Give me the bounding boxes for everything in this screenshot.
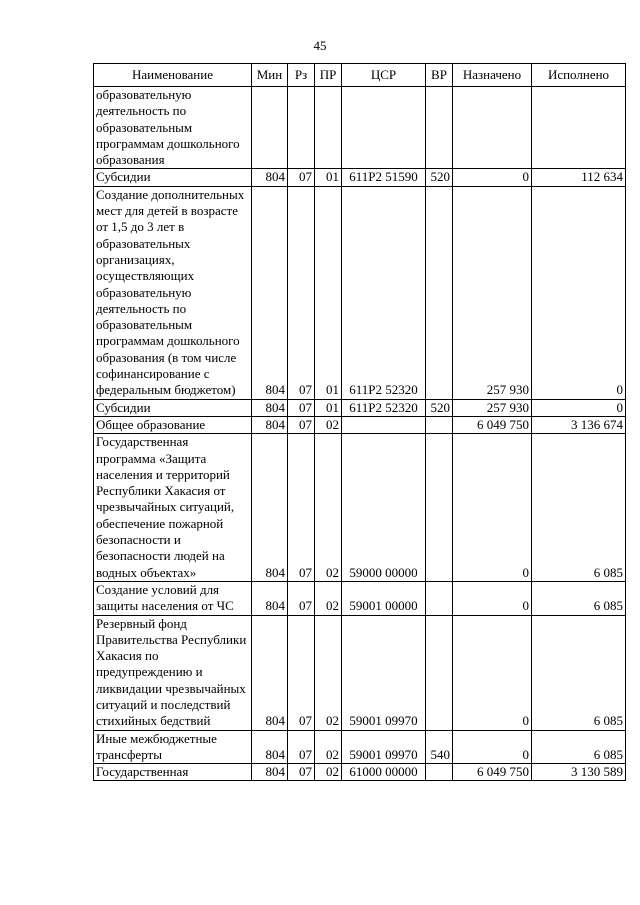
cell-min: 804 bbox=[252, 581, 288, 615]
cell-pr: 01 bbox=[315, 399, 342, 416]
cell-vr bbox=[426, 434, 453, 582]
budget-table bbox=[93, 63, 626, 781]
cell-pr: 02 bbox=[315, 434, 342, 582]
cell-min bbox=[252, 87, 288, 169]
cell-min: 804 bbox=[252, 416, 288, 433]
cell-rz: 07 bbox=[288, 730, 315, 764]
table-row bbox=[94, 186, 626, 399]
cell-executed: 0 bbox=[532, 399, 626, 416]
cell-min: 804 bbox=[252, 615, 288, 730]
cell-rz bbox=[288, 87, 315, 169]
cell-vr: 540 bbox=[426, 730, 453, 764]
cell-rz: 07 bbox=[288, 581, 315, 615]
cell-name: Резервный фонд Правительства Республики Хакасия по предупреждению и ликвидации чрезвычайных ситуаций и последствий стихийных бедствий bbox=[94, 615, 252, 730]
header-rz: Рз bbox=[288, 64, 315, 87]
cell-rz: 07 bbox=[288, 615, 315, 730]
cell-min: 804 bbox=[252, 186, 288, 399]
table-header-row bbox=[94, 64, 626, 87]
cell-rz: 07 bbox=[288, 186, 315, 399]
header-vr: ВР bbox=[426, 64, 453, 87]
header-csr: ЦСР bbox=[342, 64, 426, 87]
cell-csr bbox=[342, 416, 426, 433]
cell-vr: 520 bbox=[426, 399, 453, 416]
cell-csr: 59001 00000 bbox=[342, 581, 426, 615]
cell-csr: 59001 09970 bbox=[342, 730, 426, 764]
header-pr: ПР bbox=[315, 64, 342, 87]
cell-csr: 611P2 52320 bbox=[342, 399, 426, 416]
cell-pr: 02 bbox=[315, 764, 342, 781]
cell-vr bbox=[426, 87, 453, 169]
cell-min: 804 bbox=[252, 764, 288, 781]
header-name: Наименование bbox=[94, 64, 252, 87]
cell-rz: 07 bbox=[288, 399, 315, 416]
cell-name: Создание условий для защиты населения от ЧС bbox=[94, 581, 252, 615]
cell-executed: 6 085 bbox=[532, 434, 626, 582]
cell-executed: 6 085 bbox=[532, 615, 626, 730]
table-row bbox=[94, 169, 626, 186]
table-row bbox=[94, 581, 626, 615]
cell-assigned: 6 049 750 bbox=[453, 764, 532, 781]
cell-name: Государственная программа «Защита населения и территорий Республики Хакасия от чрезвычайных ситуаций, обеспечение пожарной безопасности и безопасности людей на водных объектах» bbox=[94, 434, 252, 582]
cell-vr bbox=[426, 186, 453, 399]
cell-name: Создание дополнительных мест для детей в возрасте от 1,5 до 3 лет в образовательных организациях, осуществляющих образовательную деятельность по образовательным программам дошкольного образования (в том числе софинансирование с федеральным бюджетом) bbox=[94, 186, 252, 399]
cell-rz: 07 bbox=[288, 416, 315, 433]
table-row bbox=[94, 399, 626, 416]
cell-vr bbox=[426, 581, 453, 615]
cell-name: Общее образование bbox=[94, 416, 252, 433]
cell-rz: 07 bbox=[288, 764, 315, 781]
cell-csr: 59001 09970 bbox=[342, 615, 426, 730]
cell-assigned bbox=[453, 87, 532, 169]
cell-pr: 02 bbox=[315, 416, 342, 433]
cell-pr: 02 bbox=[315, 730, 342, 764]
cell-min: 804 bbox=[252, 169, 288, 186]
cell-rz: 07 bbox=[288, 169, 315, 186]
cell-vr bbox=[426, 764, 453, 781]
header-assigned: Назначено bbox=[453, 64, 532, 87]
cell-csr: 61000 00000 bbox=[342, 764, 426, 781]
cell-assigned: 6 049 750 bbox=[453, 416, 532, 433]
cell-assigned: 257 930 bbox=[453, 399, 532, 416]
cell-pr bbox=[315, 87, 342, 169]
cell-name: Иные межбюджетные трансферты bbox=[94, 730, 252, 764]
cell-min: 804 bbox=[252, 730, 288, 764]
cell-pr: 02 bbox=[315, 615, 342, 730]
page-number: 45 bbox=[313, 38, 327, 53]
cell-vr: 520 bbox=[426, 169, 453, 186]
cell-name: Субсидии bbox=[94, 169, 252, 186]
cell-vr bbox=[426, 416, 453, 433]
cell-rz: 07 bbox=[288, 434, 315, 582]
cell-executed: 6 085 bbox=[532, 730, 626, 764]
cell-csr: 611P2 52320 bbox=[342, 186, 426, 399]
cell-pr: 02 bbox=[315, 581, 342, 615]
cell-min: 804 bbox=[252, 434, 288, 582]
cell-executed: 3 136 674 bbox=[532, 416, 626, 433]
cell-assigned: 0 bbox=[453, 581, 532, 615]
cell-executed bbox=[532, 87, 626, 169]
cell-pr: 01 bbox=[315, 186, 342, 399]
cell-executed: 6 085 bbox=[532, 581, 626, 615]
cell-csr bbox=[342, 87, 426, 169]
cell-executed: 0 bbox=[532, 186, 626, 399]
cell-name: Государственная bbox=[94, 764, 252, 781]
header-executed: Исполнено bbox=[532, 64, 626, 87]
table-row bbox=[94, 87, 626, 169]
table-row bbox=[94, 416, 626, 433]
table-row bbox=[94, 730, 626, 764]
cell-csr: 59000 00000 bbox=[342, 434, 426, 582]
cell-pr: 01 bbox=[315, 169, 342, 186]
table-row bbox=[94, 615, 626, 730]
cell-min: 804 bbox=[252, 399, 288, 416]
cell-name: образовательную деятельность по образовательным программам дошкольного образования bbox=[94, 87, 252, 169]
cell-assigned: 0 bbox=[453, 434, 532, 582]
cell-assigned: 0 bbox=[453, 615, 532, 730]
cell-executed: 112 634 bbox=[532, 169, 626, 186]
cell-assigned: 0 bbox=[453, 730, 532, 764]
cell-name: Субсидии bbox=[94, 399, 252, 416]
cell-vr bbox=[426, 615, 453, 730]
cell-assigned: 0 bbox=[453, 169, 532, 186]
cell-executed: 3 130 589 bbox=[532, 764, 626, 781]
table-row bbox=[94, 434, 626, 582]
cell-csr: 611P2 51590 bbox=[342, 169, 426, 186]
header-min: Мин bbox=[252, 64, 288, 87]
cell-assigned: 257 930 bbox=[453, 186, 532, 399]
table-row bbox=[94, 764, 626, 781]
